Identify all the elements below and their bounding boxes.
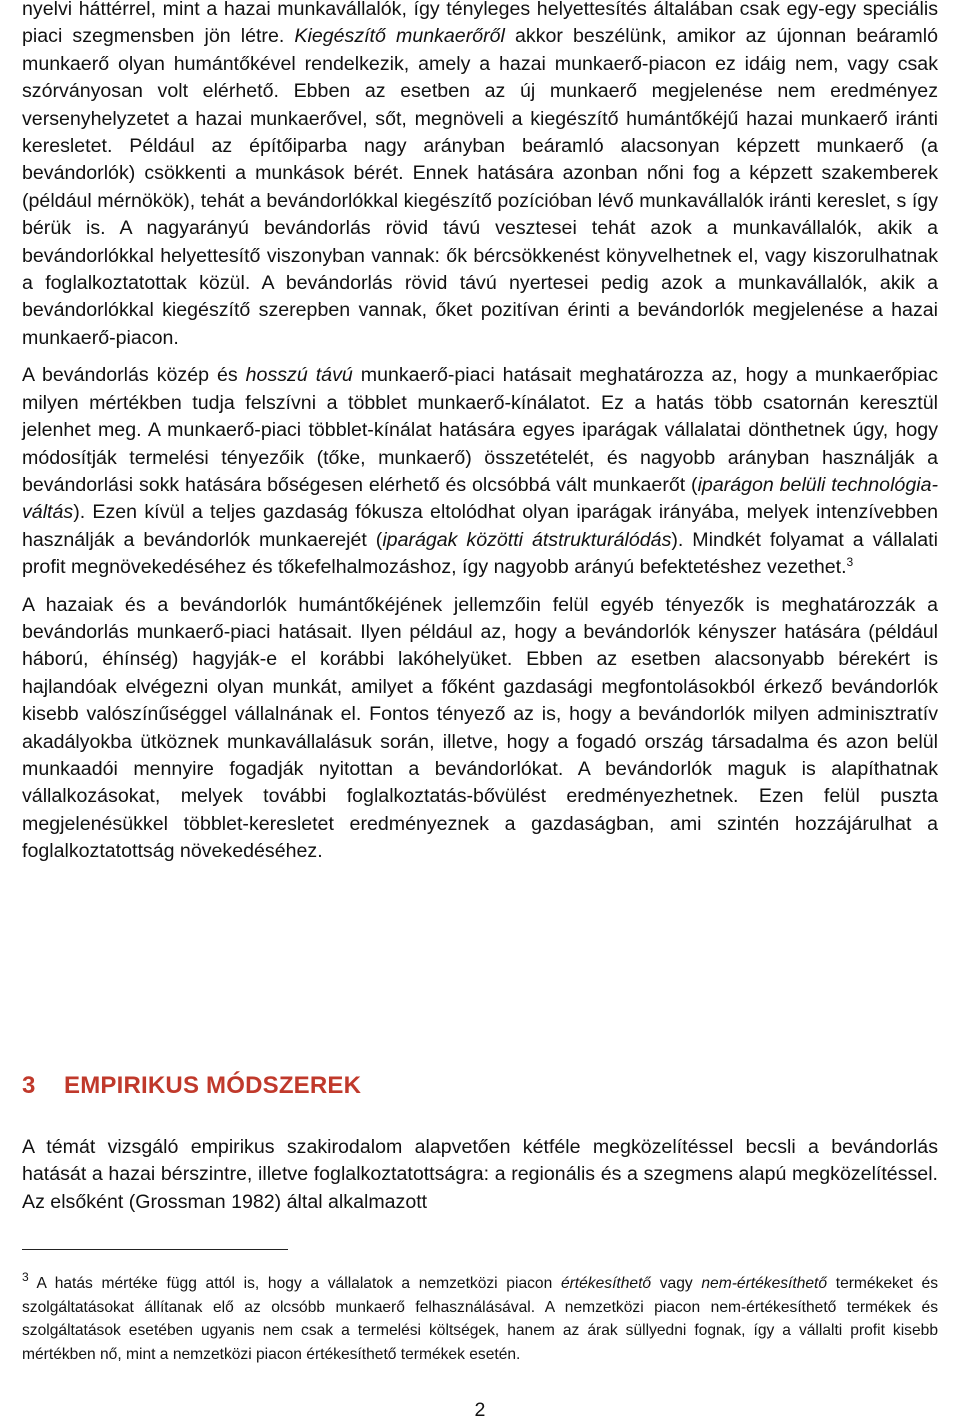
page-number: 2 <box>474 1399 486 1421</box>
document-page <box>22 0 938 1421</box>
term-technology-switch: iparágon belüli technológia-váltás <box>22 473 938 524</box>
term-long-term: hosszú távú <box>245 364 353 387</box>
paragraph-other-factors: A hazaiak és a bevándorlók humántőkéjének jellemzőin felül egyéb tényezők is meghatározzák a bevándorlás munkaerő-piaci hatásait. Ilyen például az, hogy a bevándorlók kényszer hatására (például háború, éhínség) hagyják-e el korábbi lakóhelyüket. Ebben az esetben alacsonyabb bérekért is hajlandóak elvégezni olyan munkát, amilyet a főként gazdasági megfontolásokból érkező bevándorlók kisebb valószínűséggel vállalnának el. Fontos tényező az is, hogy a bevándorlók milyen adminisztratív akadályokba ütköznek munkavállalásuk során, illetve, hogy a fogadó ország társadalma és azon belül munkaadói mennyire fogadják nyitottan a bevándorlókat. A bevándorlók maguk is alapíthatnak vállalkozásokat, melyek további foglalkoztatás-bővülést eredményezhetnek. Ezen felül puszta megjelenésükkel többlet-keresletet eredményeznek a gazdaságban, ami szintén hozzájárulhat a foglalkoztatottság növekedéséhez. <box>22 593 938 863</box>
section-heading <box>22 1072 361 1100</box>
term-restructuring: iparágak közötti átstrukturálódás <box>382 528 672 551</box>
footnote-reference[interactable]: 3 <box>846 555 854 570</box>
footnote: $^3$ A hatás mértéke függ attól is, hogy a vállalatok a nemzetközi piacon értékesíthető vagy nem-értékesíthető termékeket és szolgáltatásokat állítanak elő az olcsóbb munkaerő felhasználásával. A nemzetközi piacon nem-értékesíthető termékek és szolgáltatások esetében ugyanis nem csak a termelési költségek, hanem az árak süllyedni fognak, így a vállalti profit kisebb mértékben nő, mint a nemzetközi piacon értékesíthető termékek esetén. <box>22 1270 938 1363</box>
body-text <box>22 0 938 866</box>
footnote-divider <box>22 1249 288 1250</box>
paragraph-empirical-methods: A témát vizsgáló empirikus szakirodalom alapvetően kétféle megközelítéssel becsli a bevándorlás hatását a hazai bérszintre, illetve foglalkoztatottságra: a regionális és a szegmens alapú megközelítéssel. Az elsőként (Grossman 1982) által alkalmazott <box>22 1136 938 1213</box>
footnote-marker: 3 <box>22 1270 29 1284</box>
term-complementary-labor: Kiegészítő munkaerőről <box>294 25 505 48</box>
paragraph-substitute-complement: nyelvi háttérrel, mint a hazai munkavállalók, így tényleges helyettesítés általában csak egy-egy speciális piaci szegmensben jön létre. Kiegészítő munkaerőről akkor beszélünk, amikor az újonnan beáramló munkaerő olyan humántőkével rendelkezik, amely a hazai munkaerő-piacon ez idáig nem, vagy csak szórványosan volt elérhető. Ebben az esetben az új munkaerő megjelenése nem eredményez versenyhelyzetet a hazai munkaerővel, sőt, megnöveli a kiegészítő humántőkéjű hazai munkaerő iránti keresletet. Például az építőiparba nagy arányban beáramló alacsonyan képzett munkaerő (a bevándorlók) csökkenti a munkások bérét. Ennek hatására azonban nőni fog a képzett szakemberek (például mérnökök), tehát a bevándorlókkal kiegészítő pozícióban lévő munkavállalók iránti kereslet, s így bérük is. A nagyarányú bevándorlás rövid távú vesztesei tehát azok a munkavállalók, akik a bevándorlókkal helyettesítő viszonyban vannak: ők bércsökkenést könyvelhetnek el, vagy kiszorulhatnak a foglalkoztatottak közül. A bevándorlás rövid távú nyertesei pedig azok a munkavállalók, akik a bevándorlókkal kiegészítő szerepben vannak, őket pozitívan érinti a bevándorlók megjelenése a hazai munkaerő-piacon. <box>22 0 938 349</box>
section-number: 3 <box>22 1072 36 1099</box>
paragraph-long-term-effects: A bevándorlás közép és hosszú távú munkaerő-piaci hatásait meghatározza az, hogy a munkaerőpiac milyen mértékben tudja felszívni a többlet munkaerő-kínálatot. Ez a hatás több csatornán keresztül jelenhet meg. A munkaerő-piaci többlet-kínálat hatására egyes iparágak vállalatai dönthetnek úgy, hogy módosítják termelési tényezőik (tőke, munkaerő) összetételét, és nagyobb arányban használják a bevándorlási sokk hatására bőségesen elérhető és olcsóbbá vált munkaerőt (iparágon belüli technológia-váltás). Ezen kívül a teljes gazdaság fókusza eltolódhat olyan iparágak irányába, melyek intenzívebben használják a bevándorlók munkaerejét (iparágak közötti átstrukturálódás). Mindkét folyamat a vállalati profit megnövekedéséhez és tőkefelhalmozáshoz, így nagyobb arányú befektetéshez vezethet.$^3$ <box>22 364 938 579</box>
section-title: EMPIRIKUS MÓDSZEREK <box>64 1072 362 1099</box>
